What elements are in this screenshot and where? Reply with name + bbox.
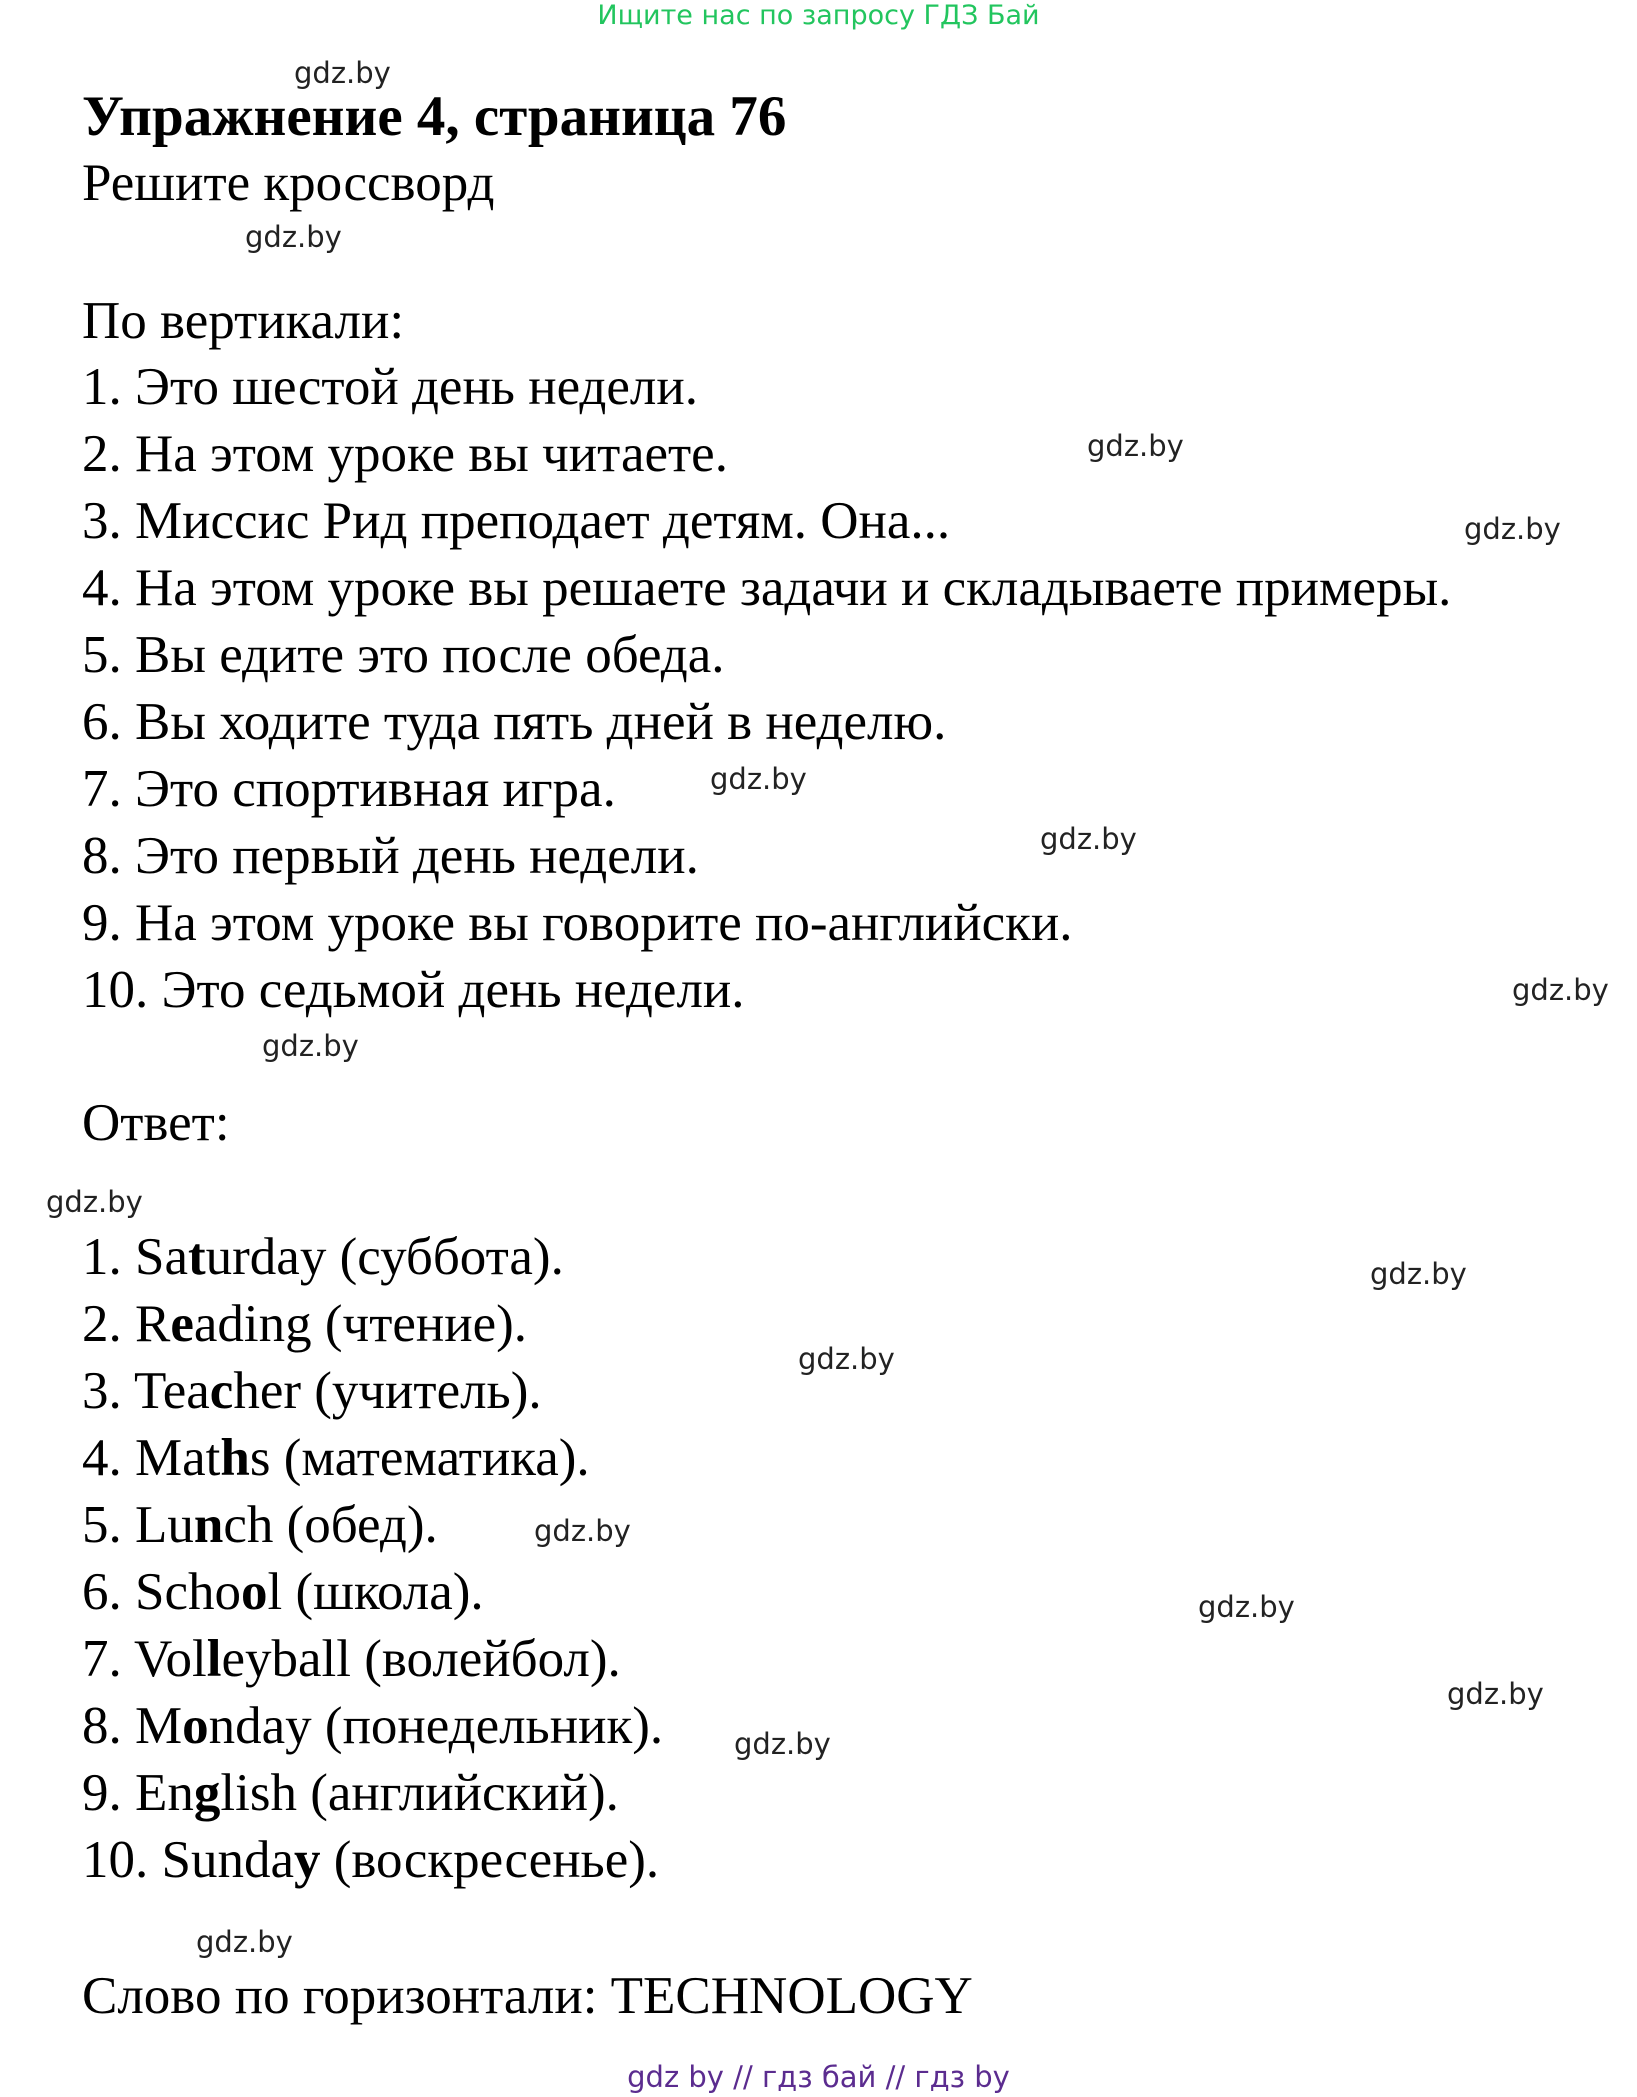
watermark: gdz.by <box>1087 429 1184 463</box>
clue-item: 10. Это седьмой день недели. <box>82 961 745 1019</box>
watermark: gdz.by <box>196 1925 293 1959</box>
clue-item: 3. Миссис Рид преподает детям. Она... <box>82 492 951 550</box>
clue-item: 8. Это первый день недели. <box>82 827 699 885</box>
answer-heading: Ответ: <box>82 1094 230 1152</box>
answer-item: 2. Reading (чтение). <box>82 1295 528 1353</box>
watermark: gdz.by <box>46 1185 143 1219</box>
clue-item: 6. Вы ходите туда пять дней в неделю. <box>82 693 947 751</box>
clue-item: 4. На этом уроке вы решаете задачи и складываете примеры. <box>82 559 1452 617</box>
clue-item: 1. Это шестой день недели. <box>82 358 698 416</box>
watermark: gdz.by <box>245 220 342 254</box>
answer-item: 3. Teacher (учитель). <box>82 1362 542 1420</box>
watermark: gdz.by <box>534 1514 631 1548</box>
horizontal-word: Слово по горизонтали: TECHNOLOGY <box>82 1967 973 2025</box>
answer-item: 7. Volleyball (волейбол). <box>82 1630 621 1688</box>
vertical-heading: По вертикали: <box>82 292 405 350</box>
page-title: Упражнение 4, страница 76 <box>82 85 787 148</box>
top-banner[interactable]: Ищите нас по запросу ГДЗ Бай <box>597 0 1040 31</box>
watermark: gdz.by <box>734 1727 831 1761</box>
answer-item: 1. Saturday (суббота). <box>82 1228 564 1286</box>
watermark: gdz.by <box>1370 1257 1467 1291</box>
footer-links[interactable]: gdz by // гдз бай // гдз by <box>627 2060 1010 2094</box>
watermark: gdz.by <box>1198 1590 1295 1624</box>
watermark: gdz.by <box>1512 973 1609 1007</box>
answer-item: 6. School (школа). <box>82 1563 484 1621</box>
watermark: gdz.by <box>1464 512 1561 546</box>
watermark: gdz.by <box>798 1342 895 1376</box>
answer-item: 4. Maths (математика). <box>82 1429 590 1487</box>
watermark: gdz.by <box>1040 822 1137 856</box>
clue-item: 7. Это спортивная игра. <box>82 760 616 818</box>
clue-item: 9. На этом уроке вы говорите по-английски. <box>82 894 1073 952</box>
watermark: gdz.by <box>710 762 807 796</box>
answer-item: 5. Lunch (обед). <box>82 1496 438 1554</box>
watermark: gdz.by <box>294 56 391 90</box>
clue-item: 5. Вы едите это после обеда. <box>82 626 725 684</box>
watermark: gdz.by <box>262 1029 359 1063</box>
clue-item: 2. На этом уроке вы читаете. <box>82 425 728 483</box>
answer-item: 10. Sunday (воскресенье). <box>82 1831 660 1889</box>
instruction: Решите кроссворд <box>82 154 495 212</box>
answer-item: 8. Monday (понедельник). <box>82 1697 664 1755</box>
answer-item: 9. English (английский). <box>82 1764 619 1822</box>
watermark: gdz.by <box>1447 1677 1544 1711</box>
